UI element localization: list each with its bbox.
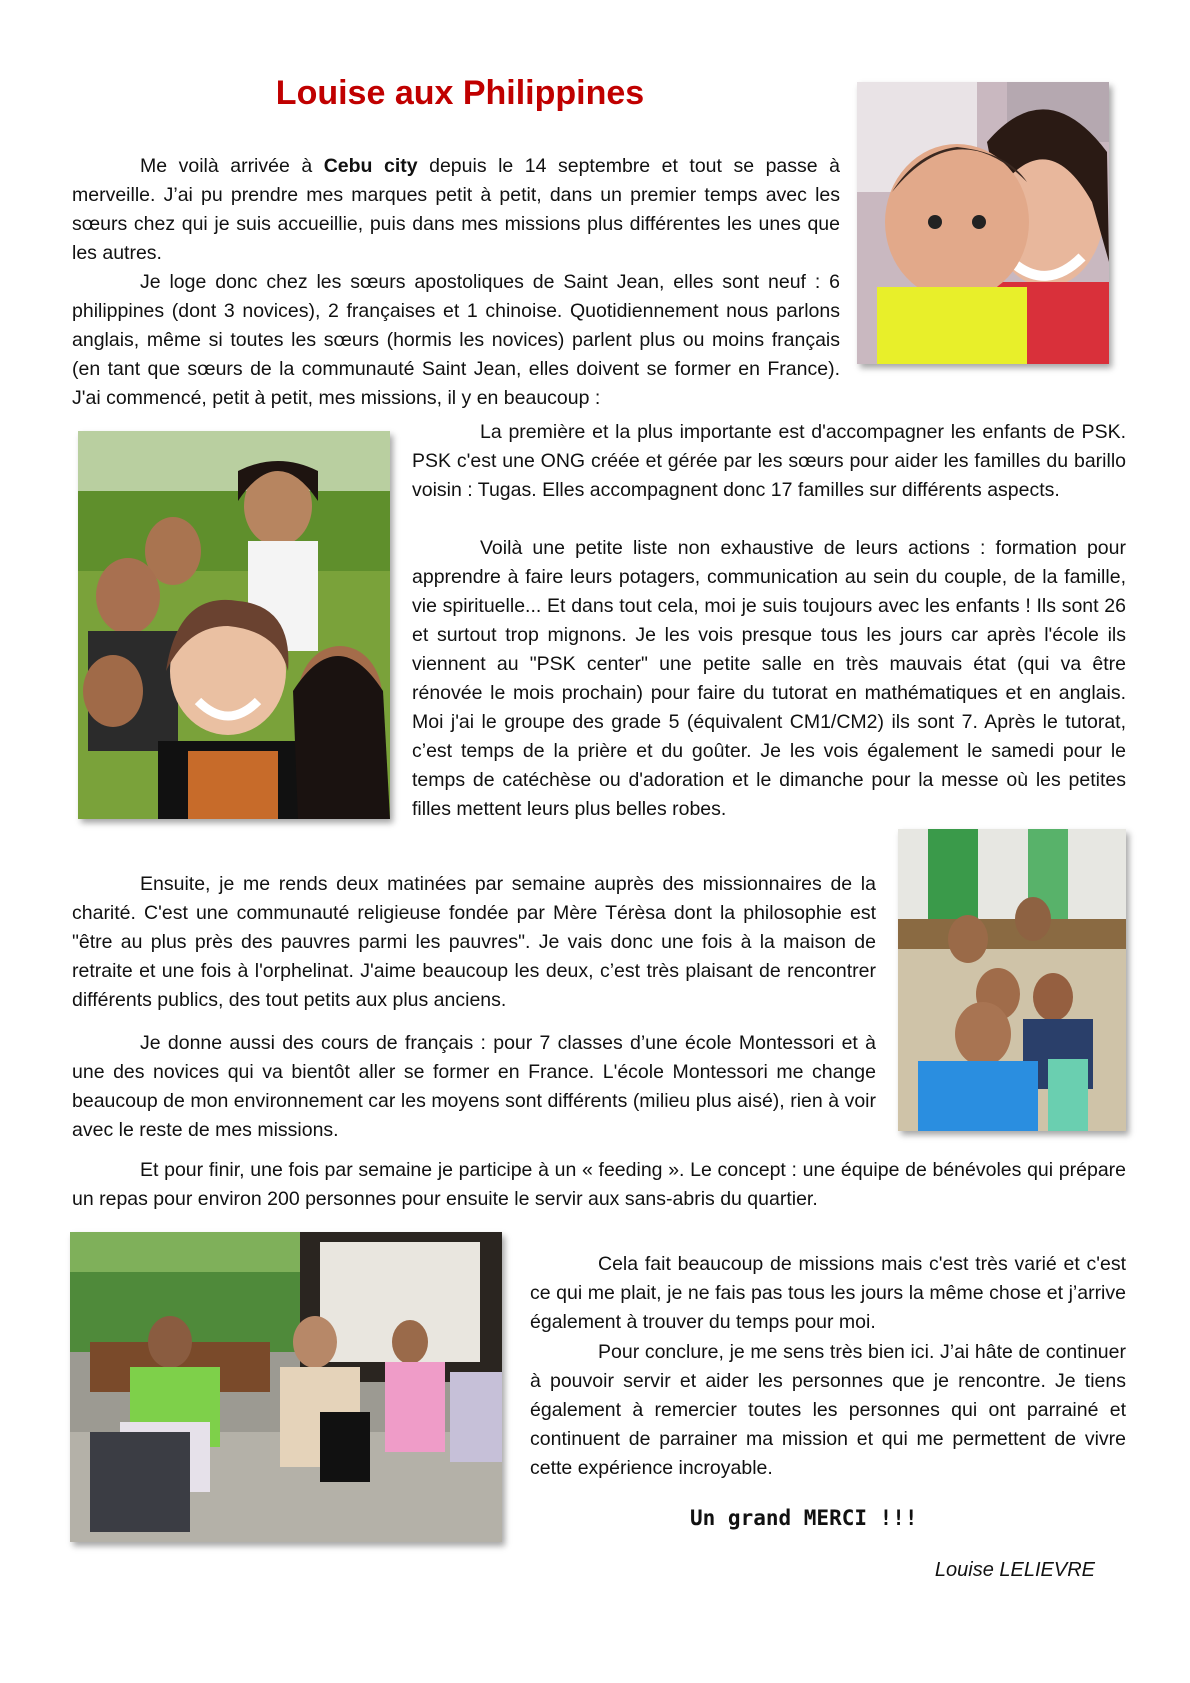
paragraph-feeding: Et pour finir, une fois par semaine je participe à un « feeding ». Le concept : une équipe de bénévoles qui prépare un repas pour environ 200 personnes pour ensuite le servir aux sans-abris du quartier. [72,1159,1126,1210]
paragraph-conclusion: Pour conclure, je me sens très bien ici. J’ai hâte de continuer à pouvoir servir et aider les personnes que je rencontre. Je tiens également à remercier toutes les personnes qui ont parrainé et continuent de parrainer ma mission et qui me permettent de vivre cette expérience incroyable. [530,1341,1126,1479]
page-title: Louise aux Philippines [275,74,645,112]
paragraph-french-classes: Je donne aussi des cours de français : pour 7 classes d’une école Montessori et à une des novices qui va bientôt aller se former en France. L'école Montessori me change beaucoup de mon environnement car les moyens sont différents (milieu plus aisé), rien à voir avec le reste de mes missions. [72,1032,876,1141]
photo-selfie-with-baby [857,82,1109,364]
photo-children-indoors [898,829,1126,1131]
paragraph-arrival: Me voilà arrivée à Cebu city depuis le 14 septembre et tout se passe à merveille. J’ai pu prendre mes marques petit à petit, dans un premier temps avec les sœurs chez qui je suis accueillie, puis dans mes missions plus différentes les unes que les autres. [72,155,840,264]
signature: Louise LELIEVRE [934,1559,1095,1581]
photo-selfie-with-children [78,431,390,819]
paragraph-charity: Ensuite, je me rends deux matinées par semaine auprès des missionnaires de la charité. C'est une communauté religieuse fondée par Mère Térèsa dont la philosophie est "être au plus près des pauvres parmi les pauvres". Je vais donc une fois à la maison de retraite et une fois à l'orphelinat. J'aime beaucoup les deux, c’est très plaisant de rencontrer différents publics, des tout petits aux plus anciens. [72,873,876,1011]
thank-you-note: Un grand MERCI !!! [690,1506,918,1530]
photo-elderly-residents [70,1232,502,1542]
paragraph-lodging: Je loge donc chez les sœurs apostoliques de Saint Jean, elles sont neuf : 6 philippines (dont 3 novices), 2 françaises et 1 chinoise. Quotidiennement nous parlons anglais, même si toutes les sœurs (hormis les novices) parlent plus ou moins français (en tant que sœurs de la communauté Saint Jean, elles doivent se former en France). J'ai commencé, petit à petit, mes missions, il y en beaucoup : [72,271,840,409]
paragraph-psk: La première et la plus importante est d'accompagner les enfants de PSK. PSK c'est une ONG créée et gérée par les sœurs pour aider les familles du barillo voisin : Tugas. Elles accompagnent donc 17 familles sur différents aspects. [412,421,1126,501]
paragraph-psk-actions: Voilà une petite liste non exhaustive de leurs actions : formation pour apprendre à faire leurs potagers, communication au sein du couple, de la famille, vie spirituelle... Et dans tout cela, moi je suis toujours avec les enfants ! Ils sont 26 et surtout trop mignons. Je les vois presque tous les jours car après l'école ils viennent au "PSK center" une petite salle en très mauvais état (qui va être rénovée le mois prochain) pour faire du tutorat en mathématiques et en anglais. Moi j'ai le groupe des grade 5 (équivalent CM1/CM2) ils sont 7. Après le tutorat, c’est temps de la prière et du goûter. Je les vois également le samedi pour le temps de catéchèse ou d'adoration et le dimanche pour la messe où les petites filles mettent leurs plus belles robes. [412,537,1126,820]
paragraph-variety: Cela fait beaucoup de missions mais c'est très varié et c'est ce qui me plait, je ne fais pas tous les jours la même chose et j’arrive également à trouver du temps pour moi. [530,1253,1126,1333]
